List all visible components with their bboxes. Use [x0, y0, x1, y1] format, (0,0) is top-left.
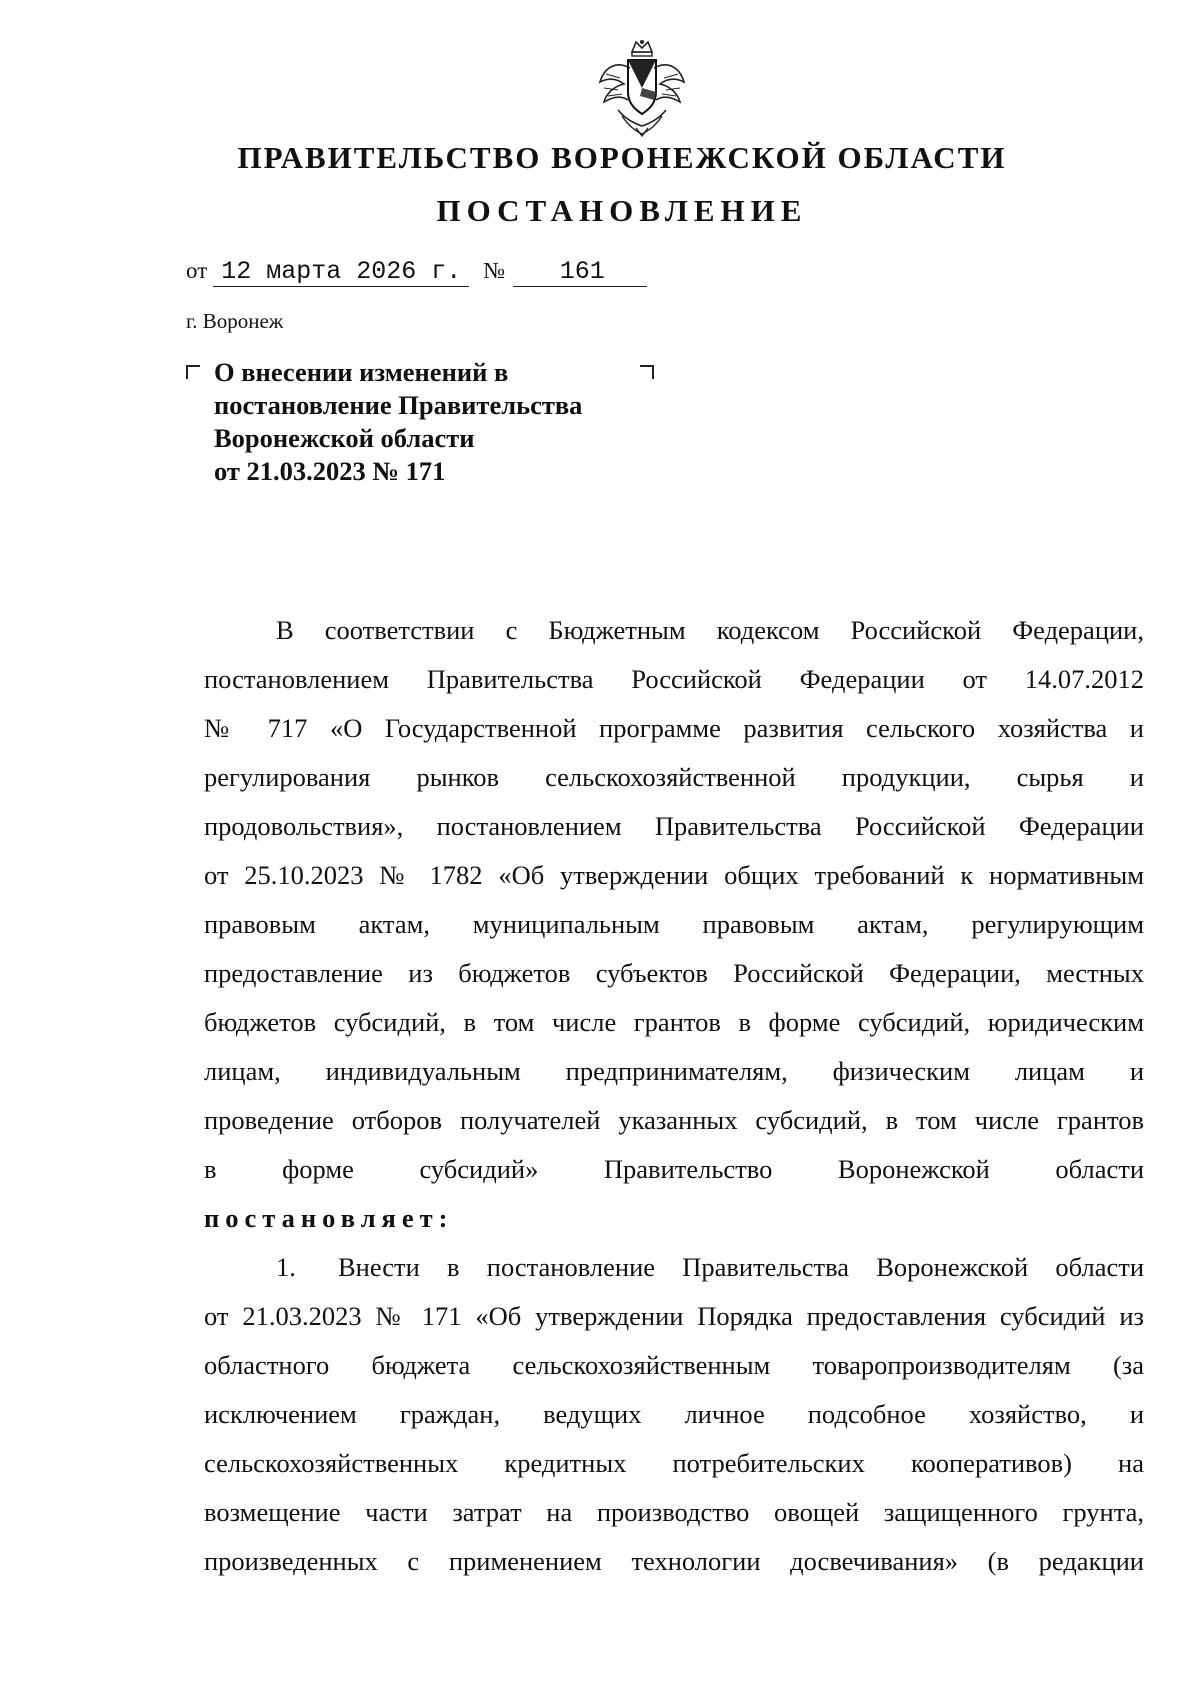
government-title: ПРАВИТЕЛЬСТВО ВОРОНЕЖСКОЙ ОБЛАСТИ — [237, 140, 1007, 175]
preamble-line: № 717 «О Государственной программе развития сельского хозяйства и — [204, 713, 1144, 743]
subject-line: О внесении изменений в — [214, 357, 509, 387]
preamble-line: регулирования рынков сельскохозяйственной продукции, сырья и — [204, 762, 1144, 792]
number-label: № — [483, 258, 506, 283]
preamble-line: постановлением Правительства Российской Федерации от 14.07.2012 — [204, 664, 1144, 694]
preamble-line: правовым актам, муниципальным правовым актам, регулирующим — [204, 909, 1144, 939]
document-body — [204, 606, 1144, 1586]
item1-first-line — [204, 1243, 1144, 1292]
document-date: 12 марта 2026 г. — [213, 258, 469, 287]
item1-line: произведенных с применением технологии досвечивания» (в редакции — [204, 1546, 1144, 1576]
preamble-line: предоставление из бюджетов субъектов Российской Федерации, местных — [204, 958, 1144, 988]
item1-line: исключением граждан, ведущих личное подсобное хозяйство, и — [204, 1399, 1144, 1429]
preamble-line: проведение отборов получателей указанных субсидий, в том числе грантов — [204, 1105, 1144, 1135]
from-label: от — [186, 258, 208, 283]
subject-line: от 21.03.2023 № 171 — [214, 456, 446, 486]
item-number: 1. — [276, 1252, 296, 1282]
city: г. Воронеж — [186, 309, 284, 333]
item1-line: областного бюджета сельскохозяйственным товаропроизводителям (за — [204, 1350, 1144, 1380]
decree-word: постановляет: — [204, 1203, 454, 1233]
item1-line: сельскохозяйственных кредитных потребительских кооперативов) на — [204, 1448, 1144, 1478]
document-subject — [214, 356, 634, 488]
registration-line — [186, 258, 647, 287]
preamble-line: бюджетов субсидий, в том числе грантов в форме субсидий, юридическим — [204, 1007, 1144, 1037]
subject-line: постановление Правительства — [214, 390, 583, 420]
item1-line: Внести в постановление Правительства Воронежской области — [338, 1252, 1144, 1282]
document-number: 161 — [513, 258, 647, 287]
subject-corner-right — [640, 365, 654, 379]
preamble-line: от 25.10.2023 № 1782 «Об утверждении общих требований к нормативным — [204, 860, 1144, 890]
preamble-line: В соответствии с Бюджетным кодексом Российской Федерации, — [276, 615, 1144, 645]
preamble-line: продовольствия», постановлением Правительства Российской Федерации — [204, 811, 1144, 841]
subject-corner-left — [186, 365, 200, 379]
preamble-line: лицам, индивидуальным предпринимателям, физическим лицам и — [204, 1056, 1144, 1086]
subject-line: Воронежской области — [214, 423, 475, 453]
coat-of-arms-icon — [596, 38, 688, 138]
document-type: ПОСТАНОВЛЕНИЕ — [436, 193, 808, 228]
decree-line — [204, 1194, 1144, 1243]
preamble-line: в форме субсидий» Правительство Воронежской области — [204, 1154, 1144, 1184]
item1-line: от 21.03.2023 № 171 «Об утверждении Порядка предоставления субсидий из — [204, 1301, 1144, 1331]
item1-line: возмещение части затрат на производство овощей защищенного грунта, — [204, 1497, 1144, 1527]
